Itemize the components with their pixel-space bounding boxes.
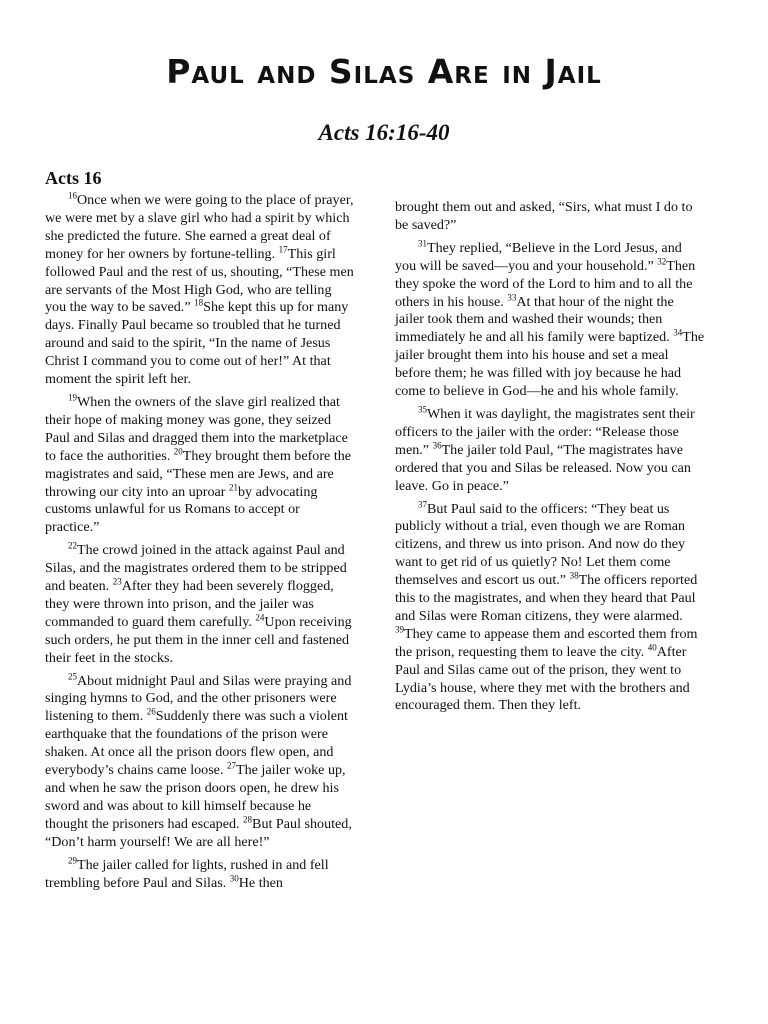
verse-number: 20 [173,446,183,456]
verse-number: 19 [68,392,77,403]
verse-number: 34 [673,327,683,338]
scripture-paragraph [45,192,355,389]
verse-text: After Paul and Silas came out of the prison, they went to Lydia’s house, where they met with the brothers and encouraged them. Then they left. [395,643,690,714]
verse-number: 24 [255,612,265,623]
scripture-paragraph [395,406,705,496]
verse-number: 21 [228,481,238,492]
verse-text: The officers reported this to the magistrates, and when they heard that Paul and Silas were Roman citizens, they were alarmed. [395,572,698,624]
verse-text: This girl followed Paul and the rest of us, shouting, “These men are servants of the Most High God, who are telling you the way to be saved.” [45,245,354,316]
verse-text: The crowd joined in the attack against Paul and Silas, and the magistrates ordered them to be stripped and beaten. [45,542,347,595]
verse-number: 33 [507,291,517,302]
scripture-paragraph [45,394,355,537]
verse-text: Suddenly there was such a violent earthquake that the foundations of the prison were shaken. At once all the prison doors flew open, and everybody’s chains came loose. [45,708,348,779]
scripture-paragraph [395,240,705,401]
verse-number: 27 [227,760,236,771]
verse-number: 36 [432,440,442,451]
chapter-heading: Acts 16 [45,168,102,188]
verse-number: 29 [68,854,77,865]
verse-text: After they had been severely flogged, they were thrown into prison, and the jailer was commanded to guard them carefully. [45,578,334,630]
verse-text: He then [238,874,283,891]
verse-number: 28 [243,814,253,825]
verse-text: At that hour of the night the jailer took them and washed their wounds; then immediately he and all his family were baptized. [395,293,674,346]
text-column-right [395,199,705,720]
verse-text: They replied, “Believe in the Lord Jesus, and you will be saved—you and your household.” [395,239,682,274]
verse-number: 37 [418,498,427,509]
verse-number: 40 [647,642,657,653]
verse-text: When it was daylight, the magistrates sent their officers to the jailer with the order: “Release those men.” [395,405,695,458]
document-title: Paul and Silas Are in Jail [166,52,602,91]
verse-number: 38 [569,570,579,581]
verse-number: 39 [395,624,404,635]
verse-text: The jailer brought them into his house and set a meal before them; he was filled with joy because he had come to believe in God—he and his whole family. [395,329,705,400]
scripture-paragraph [395,199,705,235]
verse-text: The jailer told Paul, “The magistrates have ordered that you and Silas be released. Now you can leave. Go in peace.” [395,441,691,494]
scripture-paragraph [45,670,355,852]
verse-text: Upon receiving such orders, he put them in the inner cell and fastened their feet in the stocks. [45,613,352,666]
verse-text: Once when we were going to the place of prayer, we were met by a slave girl who had a spirit by which she predicted the future. She earned a great deal of money for her owners by fortune-telling. [45,192,354,262]
verse-number: 18 [194,297,204,308]
verse-number: 17 [278,244,288,255]
verse-number: 25 [68,670,77,681]
scripture-reference: Acts 16:16-40 [318,120,450,145]
verse-number: 30 [229,872,239,883]
verse-text: About midnight Paul and Silas were praying and singing hymns to God, and the other prisoners were listening to them. [45,672,352,725]
verse-text: The jailer woke up, and when he saw the prison doors open, he drew his sword and was about to kill himself because he thought the prisoners had escaped. [45,762,346,832]
text-column-left [45,192,355,897]
verse-text: But Paul said to the officers: “They beat us publicly without a trial, even though we are Roman citizens, and threw us into prison. And now do they want to get rid of us quietly? No! Let them come themselves and escort us out.” [395,500,686,589]
verse-number: 26 [146,706,156,717]
verse-number: 35 [418,404,427,415]
verse-text: They brought them before the magistrates and said, “These men are Jews, and are throwing our city into an uproar [45,447,352,500]
verse-text: Then they spoke the word of the Lord to him and to all the others in his house. [395,257,696,310]
verse-number: 16 [68,190,77,201]
verse-text: When the owners of the slave girl realized that their hope of making money was gone, they seized Paul and Silas and dragged them into the marketplace to face the authorities. [45,393,348,464]
verse-text: The jailer called for lights, rushed in and fell trembling before Paul and Silas. [45,856,329,891]
verse-number: 32 [657,256,667,267]
verse-text: by advocating customs unlawful for us Romans to accept or practice.” [45,483,318,536]
scripture-paragraph [45,854,355,893]
scripture-paragraph [45,542,355,667]
verse-text: But Paul shouted, “Don’t harm yourself! We are all here!” [45,815,352,850]
verse-number: 31 [418,238,427,249]
scripture-paragraph [395,498,705,716]
verse-number: 22 [68,540,77,551]
verse-text: They came to appease them and escorted them from the prison, requesting them to leave the city. [395,625,698,660]
verse-number: 23 [112,576,122,587]
verse-text: She kept this up for many days. Finally Paul became so troubled that he turned around and said to the spirit, “In the name of Jesus Christ I command you to come out of her!” At that moment the spirit left her. [45,299,349,388]
verse-text: brought them out and asked, “Sirs, what must I do to be saved?” [395,199,693,233]
